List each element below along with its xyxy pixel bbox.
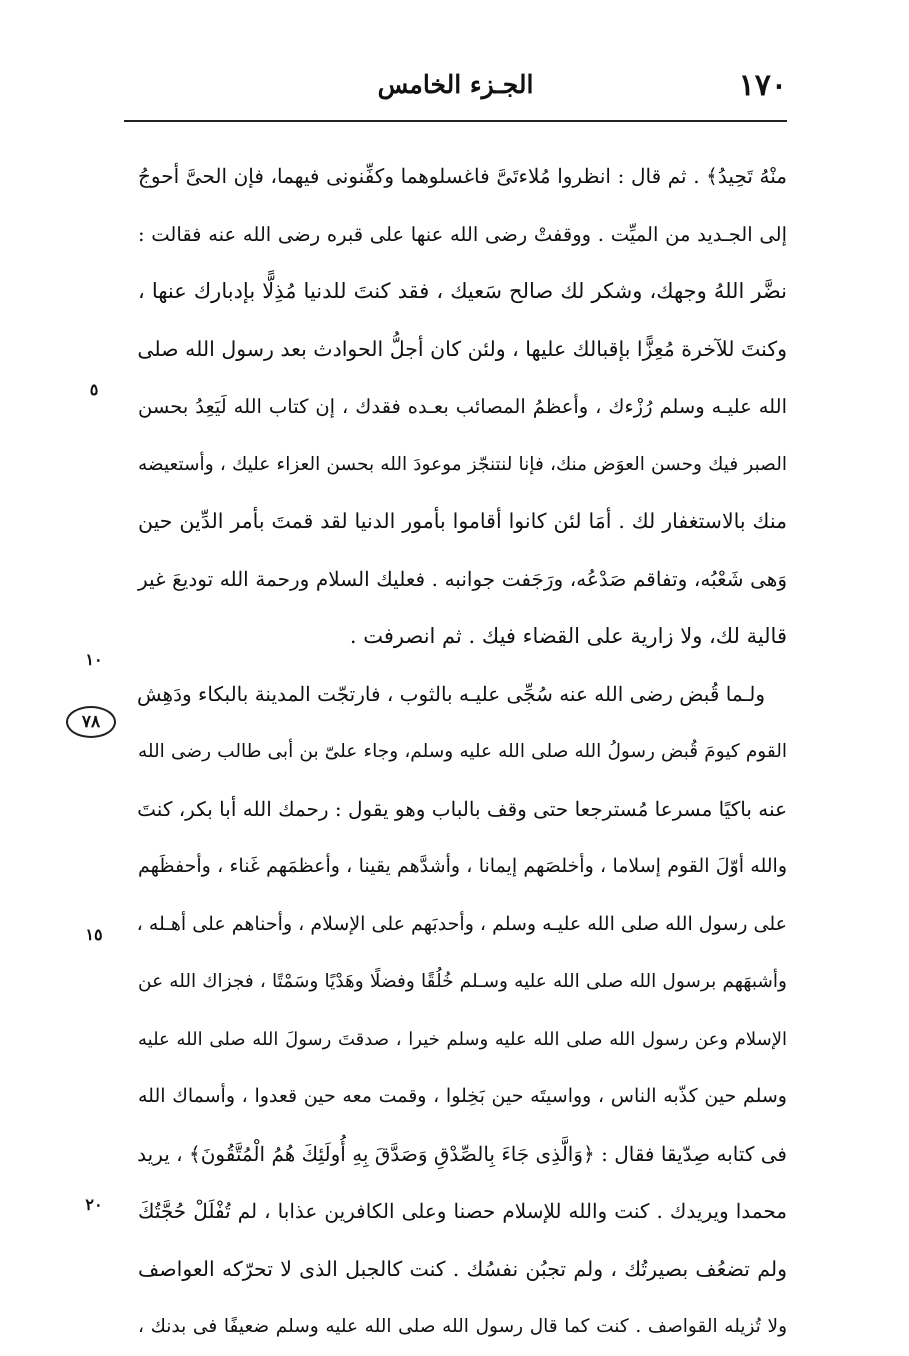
page-header bbox=[124, 62, 787, 122]
line-number-5: ٥ bbox=[89, 380, 99, 399]
text-line: ولا تُزيله القواصف . كنت كما قال رسول الله صلى الله عليه وسلم ضعيفًا فى بدنك ، bbox=[138, 1316, 787, 1337]
text-line: الله عليـه وسلم رُزْءك ، وأعظمُ المصائب بعـده فقدك ، إن كتاب الله لَيَعِدُ بحسن bbox=[138, 395, 787, 418]
body-text bbox=[138, 148, 787, 1356]
text-line: والله أوّلَ القوم إسلاما ، وأخلصَهم إيمانا ، وأشدَّهم يقينا ، وأعظمَهم غَناء ، وأحفظَهم bbox=[138, 855, 787, 877]
text-line: فى كتابه صِدّيقا فقال : ﴿وَالَّذِى جَاءَ بِالصِّدْقِ وَصَدَّقَ بِهِ أُولَئِكَ هُمُ الْمُتَّقُونَ﴾ ، يريد bbox=[137, 1141, 787, 1166]
text-line: وَهى شَعْبُه، وتفاقم صَدْعُه، ورَجَفت جوانبه . فعليك السلام ورحمة الله توديعَ غير bbox=[138, 566, 787, 591]
text-line: قالية لك، ولا زارية على القضاء فيك . ثم انصرفت . bbox=[349, 624, 787, 648]
text-line: على رسول الله صلى الله عليـه وسلم ، وأحدبَهم على الإسلام ، وأحناهم على أهـله ، bbox=[136, 912, 787, 935]
text-line: منك بالاستغفار لك . أمَا لئن كانوا أقاموا بأمور الدنيا لقد قمتَ بأمر الدِّين حين bbox=[138, 509, 787, 533]
text-line: الإسلام وعن رسول الله صلى الله عليه وسلم خيرا ، صدقتَ رسولَ الله صلى الله عليه bbox=[138, 1028, 787, 1050]
line-number-20: ٢٠ bbox=[85, 1195, 103, 1214]
text-line: وسلم حين كذّبه الناس ، وواسيتَه حين بَخِلوا ، وقمت معه حين قعدوا ، وأسماك الله bbox=[138, 1085, 787, 1107]
text-line: محمدا ويريدك . كنت والله للإسلام حصنا وعلى الكافرين عذابا ، لم تُفْلَلْ حُجَّتُكَ bbox=[138, 1199, 787, 1223]
text-line: إلى الجـديد من الميِّت . ووقفتْ رضى الله عنها على قبره رضى الله عنه فقالت : bbox=[138, 222, 787, 246]
text-line: منْهُ تَحِيدُ﴾ . ثم قال : انظروا مُلاءتَىَّ فاغسلوهما وكفِّنونى فيهما، فإن الحىَّ أحوجُ bbox=[138, 164, 787, 188]
text-line: ولم تضعُف بصيرتُك ، ولم تجبُن نفسُك . كنت كالجبل الذى لا تحرّكه العواصف bbox=[138, 1256, 787, 1281]
text-line: عنه باكيًا مسرعا مُسترجعا حتى وقف بالباب وهو يقول : رحمك الله أبا بكر، كنتَ bbox=[137, 796, 787, 821]
text-line: وأشبهَهم برسول الله صلى الله عليه وسـلم خُلُقًا وفضلًا وهَدْيًا وسَمْتًا ، فجزاك الله عن bbox=[138, 971, 787, 992]
line-number-15: ١٥ bbox=[85, 925, 103, 944]
section-marker: ٧٨ bbox=[66, 706, 116, 738]
text-line: القوم كيومَ قُبض رسولُ الله صلى الله عليه وسلم، وجاء علىّ بن أبى طالب رضى الله bbox=[138, 741, 787, 762]
running-title: الجـزء الخامس bbox=[377, 70, 534, 99]
text-line: الصبر فيك وحسن العوَض منك، فإنا لنتنجّز موعودَ الله بحسن العزاء عليك ، وأستعيضه bbox=[138, 453, 787, 475]
text-line: وكنتَ للآخرة مُعِزًّا بإقبالك عليها ، ولئن كان أجلُّ الحوادث بعد رسول الله صلى bbox=[137, 336, 787, 361]
text-line: نضَّر اللهُ وجهك، وشكر لك صالح سَعيك ، فقد كنتَ للدنيا مُذِلًّا بإدبارك عنها ، bbox=[138, 279, 787, 303]
line-number-10: ١٠ bbox=[85, 650, 103, 669]
text-line: ولـما قُبض رضى الله عنه سُجِّى عليـه بالثوب ، فارتجّت المدينة بالبكاء ودَهِش bbox=[137, 681, 765, 706]
page-number: ١٧٠ bbox=[738, 68, 787, 103]
